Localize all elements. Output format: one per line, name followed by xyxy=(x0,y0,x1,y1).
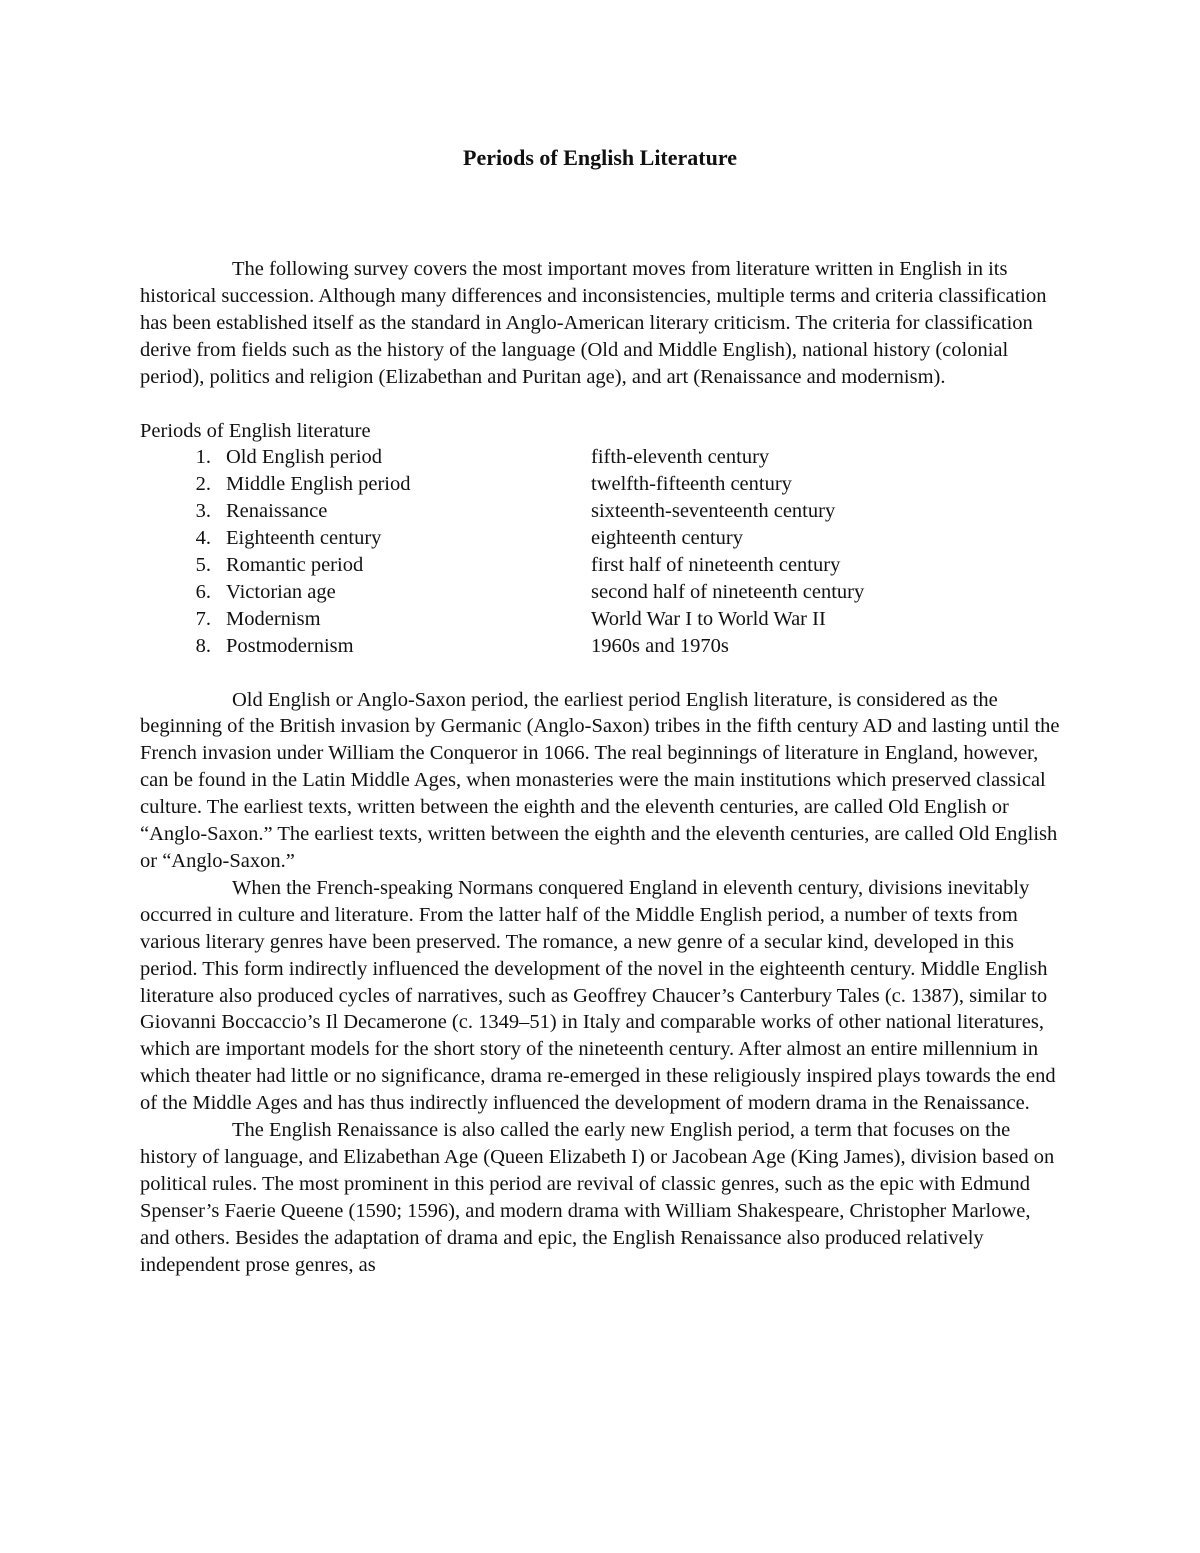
period-number: 4. xyxy=(195,527,211,550)
period-name: Renaissance xyxy=(226,500,328,523)
list-item xyxy=(140,498,1065,525)
period-number: 6. xyxy=(195,580,211,603)
body-paragraph-old-english: Old English or Anglo-Saxon period, the earliest period English literature, is considered as the beginning of the British invasion by Germanic (Anglo-Saxon) tribes in the fifth century AD and lasting until the French invasion under William the Conqueror in 1066. The real beginnings of literature in England, however, can be found in the Latin Middle Ages, when monasteries were the main institutions which preserved classical culture. The earliest texts, written between the eighth and the eleventh centuries, are called Old English or “Anglo-Saxon.” The earliest texts, written between the eighth and the eleventh centuries, are called Old English or “Anglo-Saxon.” xyxy=(140,688,1060,872)
period-time: World War I to World War II xyxy=(591,607,826,630)
periods-list xyxy=(140,444,1065,659)
period-time: twelfth-fifteenth century xyxy=(591,473,792,496)
period-name: Old English period xyxy=(226,446,383,469)
period-time: fifth-eleventh century xyxy=(591,446,770,469)
period-name: Postmodernism xyxy=(226,634,354,657)
intro-paragraph: The following survey covers the most important moves from literature written in English in its historical succession. Although many differences and inconsistencies, multiple terms and criteria classification has been established itself as the standard in Anglo-American literary criticism. The criteria for classification derive from fields such as the history of the language (Old and Middle English), national history (colonial period), politics and religion (Elizabethan and Puritan age), and art (Renaissance and modernism). xyxy=(140,258,1047,388)
period-number: 3. xyxy=(195,500,211,523)
period-time: sixteenth-seventeenth century xyxy=(591,500,836,523)
list-item xyxy=(140,444,1065,471)
period-time: first half of nineteenth century xyxy=(591,554,841,576)
list-item xyxy=(140,525,1065,552)
page-title: Periods of English Literature xyxy=(463,145,737,170)
period-number: 1. xyxy=(195,446,211,469)
period-name: Victorian age xyxy=(226,580,336,603)
period-number: 2. xyxy=(195,473,211,496)
period-time: second half of nineteenth century xyxy=(591,580,865,603)
period-time: eighteenth century xyxy=(591,527,743,550)
body-paragraph-renaissance: The English Renaissance is also called the early new English period, a term that focuses on the history of language, and Elizabethan Age (Queen Elizabeth I) or Jacobean Age (King James), division based on political rules. The most prominent in this period are revival of classic genres, such as the epic with Edmund Spenser’s Faerie Queene (1590; 1596), and modern drama with William Shakespeare, Christopher Marlowe, and others. Besides the adaptation of drama and epic, the English Renaissance also produced relatively independent prose genres, as xyxy=(140,1119,1055,1276)
period-name: Middle English period xyxy=(226,473,411,496)
period-number: 8. xyxy=(195,634,211,657)
list-item xyxy=(140,633,1065,660)
body-paragraph-middle-english: When the French-speaking Normans conquered England in eleventh century, divisions inevitably occurred in culture and literature. From the latter half of the Middle English period, a number of texts from various literary genres have been preserved. The romance, a new genre of a secular kind, developed in this period. This form indirectly influenced the development of the novel in the eighteenth century. Middle English literature also produced cycles of narratives, such as Geoffrey Chaucer’s Canterbury Tales (c. 1387), similar to Giovanni Boccaccio’s Il Decamerone (c. 1349–51) in Italy and comparable works of other national literatures, which are important models for the short story of the nineteenth century. After almost an entire millennium in which theater had little or no significance, drama re-emerged in these religiously inspired plays towards the end of the Middle Ages and has thus indirectly influenced the development of modern drama in the Renaissance. xyxy=(140,876,1056,1115)
period-number: 5. xyxy=(195,554,211,576)
document-body xyxy=(140,256,1065,1279)
list-item xyxy=(140,552,1065,579)
list-item xyxy=(140,471,1065,498)
list-item xyxy=(140,579,1065,606)
period-time: 1960s and 1970s xyxy=(591,634,729,657)
period-name: Romantic period xyxy=(226,554,364,576)
periods-list-heading: Periods of English literature xyxy=(140,419,371,442)
period-name: Modernism xyxy=(226,607,321,630)
period-name: Eighteenth century xyxy=(226,527,382,550)
list-item xyxy=(140,606,1065,633)
period-number: 7. xyxy=(195,607,211,630)
